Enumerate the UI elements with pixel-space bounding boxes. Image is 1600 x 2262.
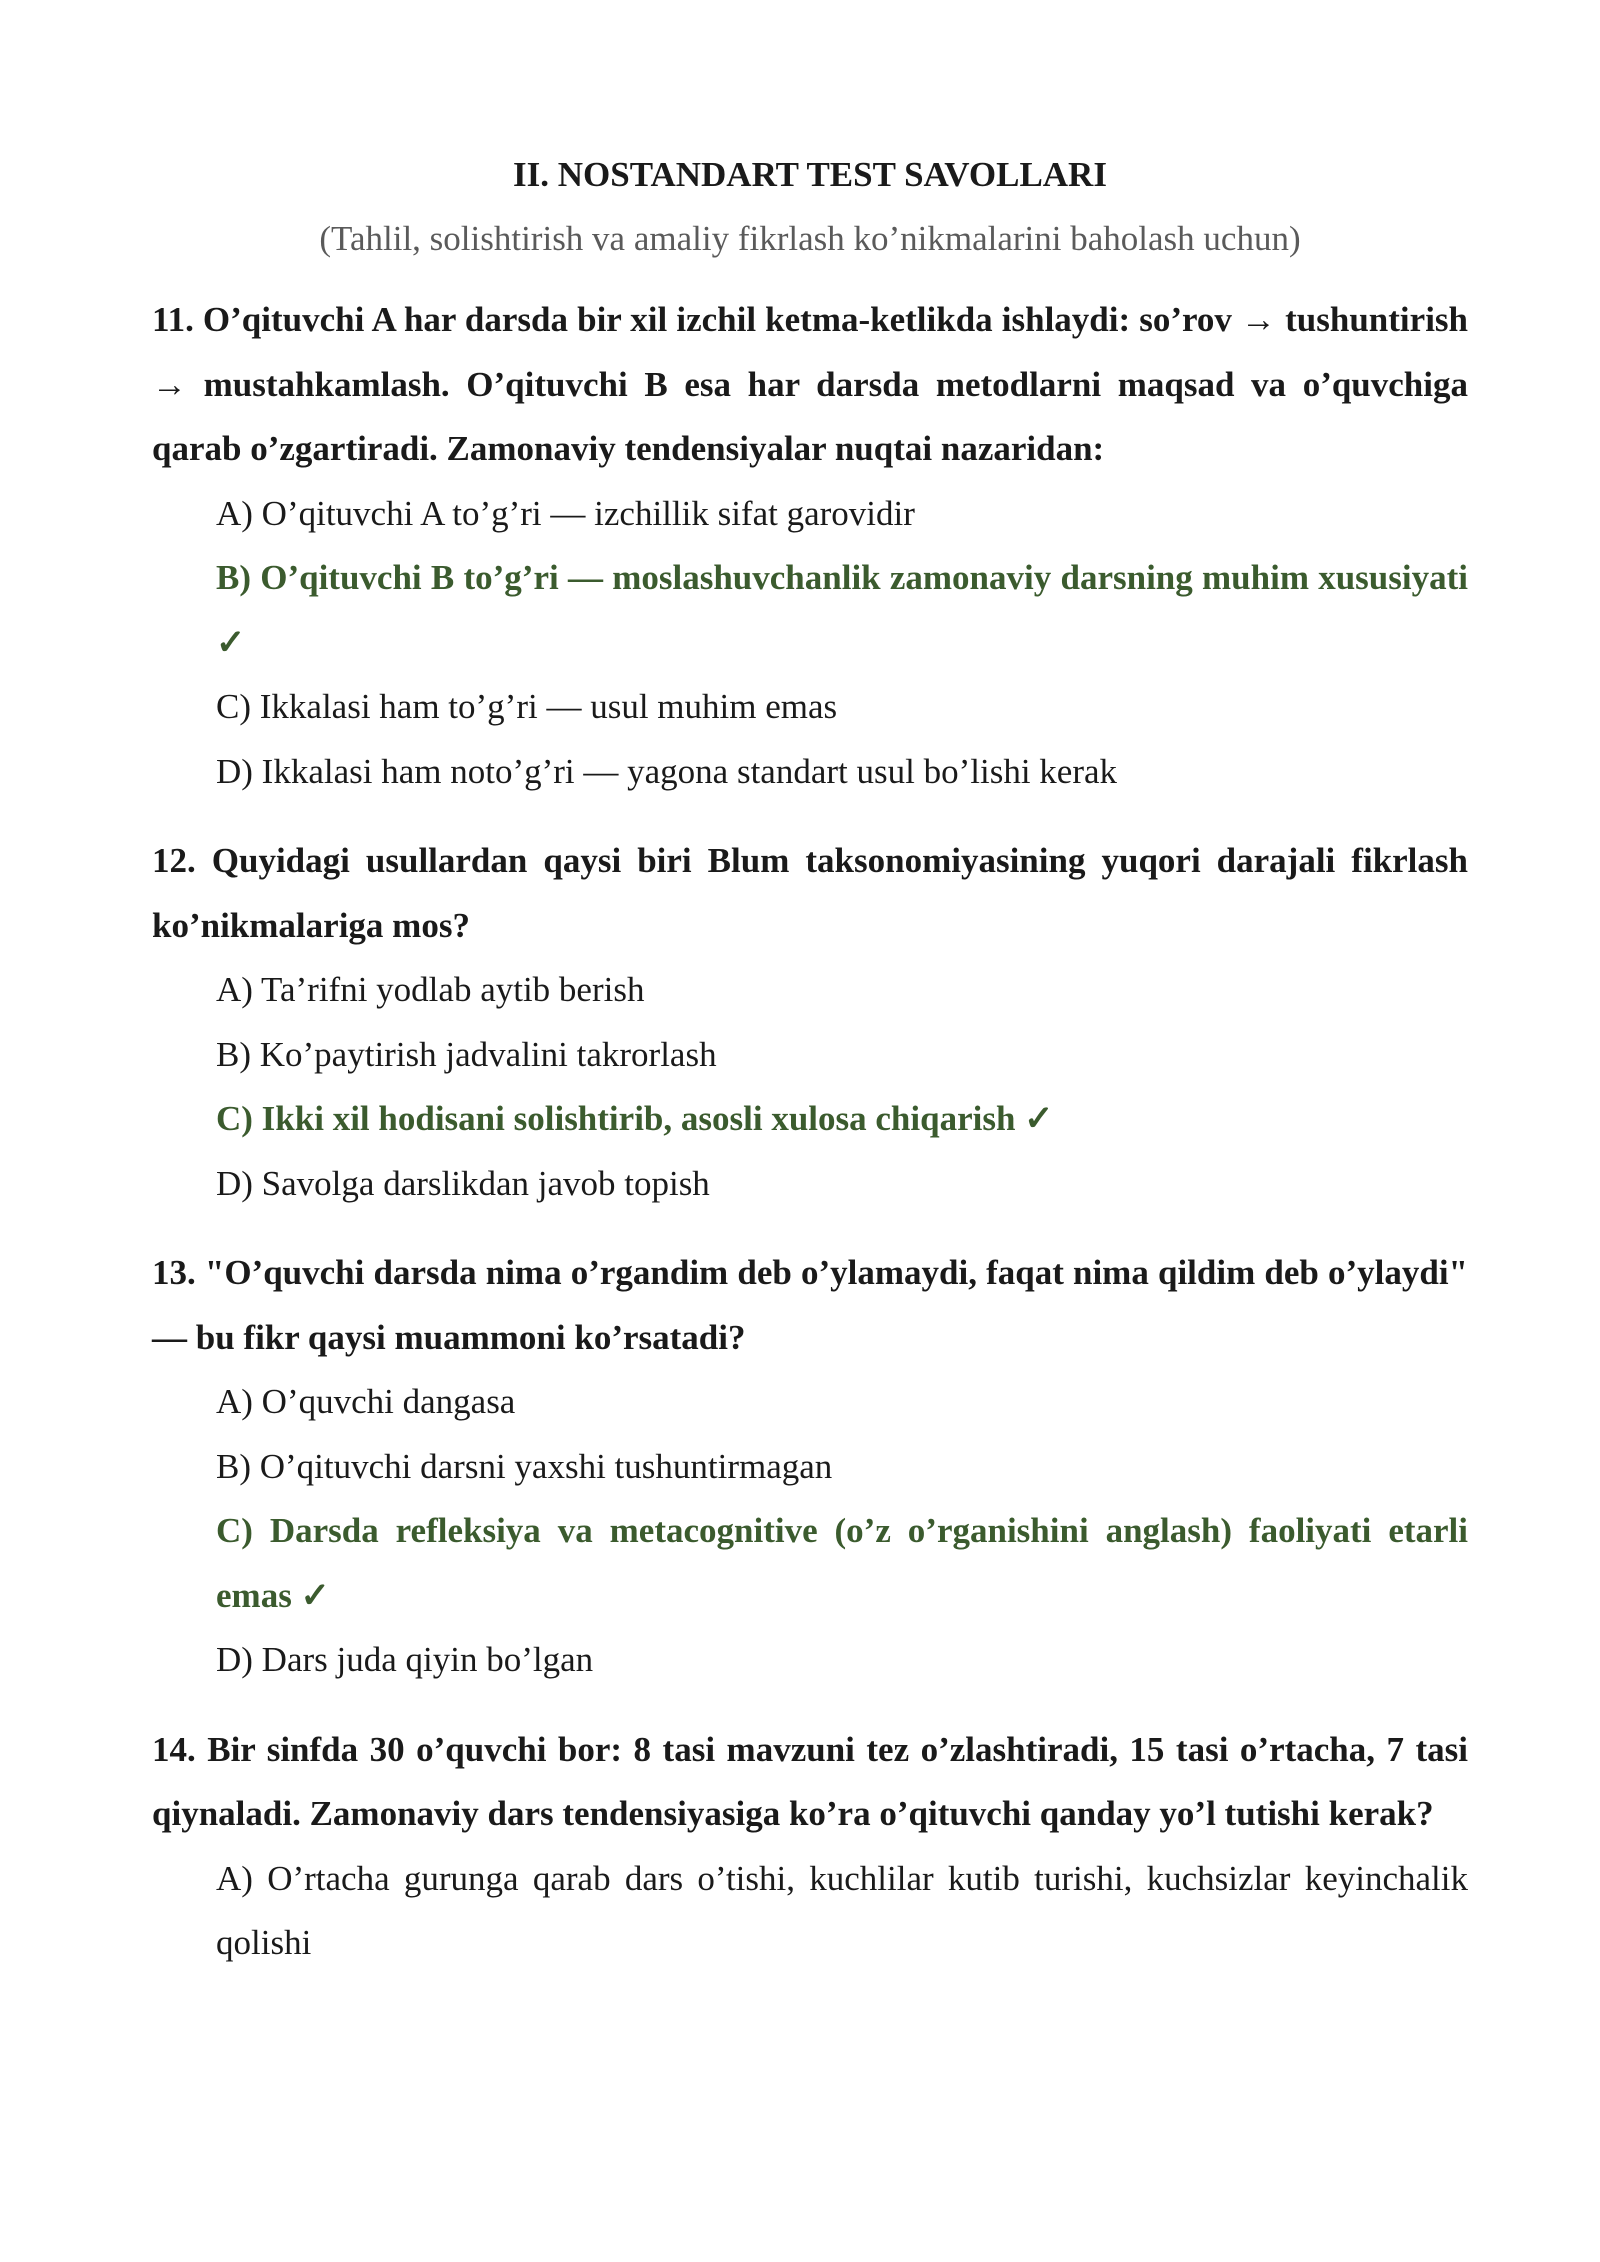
page-subtitle: (Tahlil, solishtirish va amaliy fikrlash ko’nikmalarini baholash uchun) — [319, 219, 1301, 258]
answer-options — [152, 958, 1468, 1216]
question-block — [152, 1241, 1468, 1693]
correct-answer-option: C) Darsda refleksiya va metacognitive (o’z o’rganishini anglash) faoliyati etarli emas ✓ — [216, 1511, 1468, 1615]
question-block — [152, 829, 1468, 1216]
answer-options — [152, 1847, 1468, 1976]
page-title: II. NOSTANDART TEST SAVOLLARI — [513, 155, 1107, 194]
answer-option: B) Ko’paytirish jadvalini takrorlash — [216, 1034, 717, 1074]
question-text: 12. Quyidagi usullardan qaysi biri Blum taksonomiyasining yuqori darajali fikrlash ko’nikmalariga mos? — [152, 841, 1468, 945]
answer-option: A) O’qituvchi A to’g’ri — izchillik sifat garovidir — [216, 493, 915, 533]
answer-option: D) Dars juda qiyin bo’lgan — [216, 1640, 594, 1679]
answer-option: D) Ikkalasi ham noto’g’ri — yagona standart usul bo’lishi kerak — [216, 751, 1118, 791]
question-text: 13. "O’quvchi darsda nima o’rgandim deb o’ylamaydi, faqat nima qildim deb o’ylaydi" — bu fikr qaysi muammoni ko’rsatadi? — [152, 1253, 1468, 1357]
correct-answer-option: B) O’qituvchi B to’g’ri — moslashuvchanlik zamonaviy darsning muhim xususiyati ✓ — [216, 558, 1468, 662]
question-block — [152, 1718, 1468, 1976]
questions-list — [152, 288, 1468, 1976]
answer-option: A) Ta’rifni yodlab aytib berish — [216, 970, 645, 1009]
answer-option: A) O’rtacha gurunga qarab dars o’tishi, kuchlilar kutib turishi, kuchsizlar keyinchalik qolishi — [216, 1858, 1468, 1962]
answer-option: B) O’qituvchi darsni yaxshi tushuntirmagan — [216, 1446, 833, 1486]
answer-options — [152, 1370, 1468, 1693]
answer-option: C) Ikkalasi ham to’g’ri — usul muhim emas — [216, 687, 838, 726]
answer-option: A) O’quvchi dangasa — [216, 1382, 516, 1421]
question-text: 14. Bir sinfda 30 o’quvchi bor: 8 tasi mavzuni tez o’zlashtiradi, 15 tasi o’rtacha, 7 tasi qiynaladi. Zamonaviy dars tendensiyasiga ko’ra o’qituvchi qanday yo’l tutishi kerak? — [152, 1729, 1468, 1833]
question-block — [152, 288, 1468, 804]
correct-answer-option: C) Ikki xil hodisani solishtirib, asosli xulosa chiqarish ✓ — [216, 1099, 1054, 1138]
answer-options — [152, 482, 1468, 805]
answer-option: D) Savolga darslikdan javob topish — [216, 1163, 710, 1203]
question-text: 11. O’qituvchi A har darsda bir xil izchil ketma-ketlikda ishlaydi: so’rov → tushuntirish → mustahkamlash. O’qituvchi B esa har darsda metodlarni maqsad va o’quvchiga qarab o’zgartiradi. Zamonaviy tendensiyalar nuqtai nazaridan: — [152, 300, 1468, 468]
